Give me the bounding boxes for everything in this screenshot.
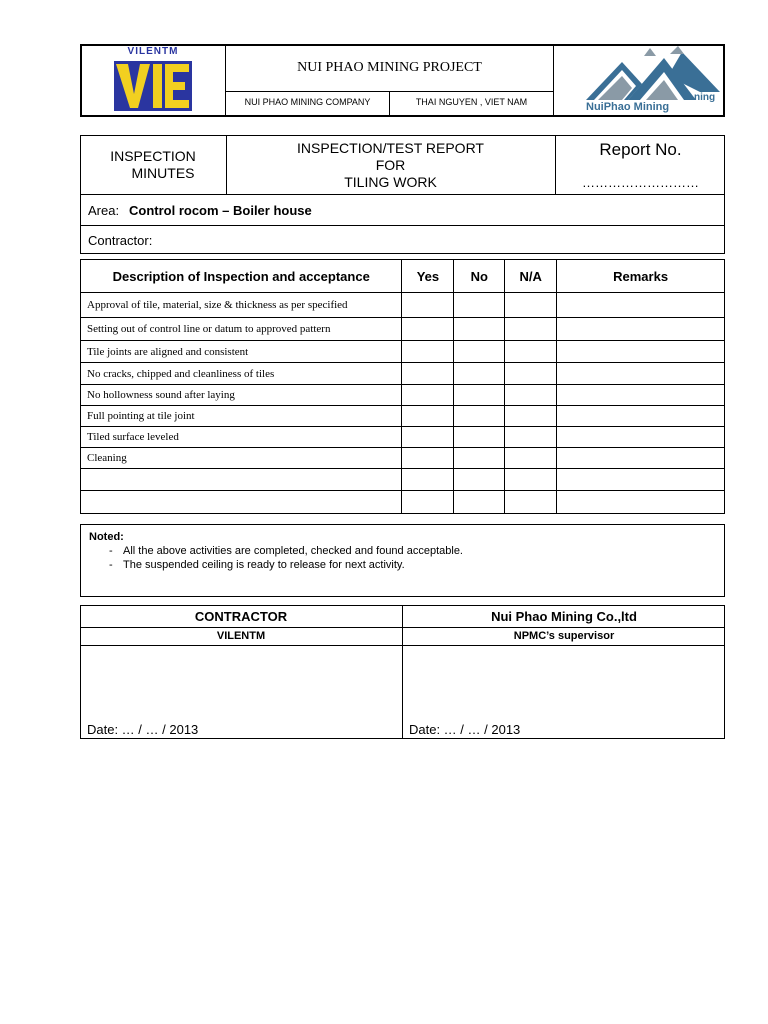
na-cell[interactable] (505, 406, 557, 427)
report-title-line3: TILING WORK (344, 174, 437, 190)
table-row (81, 318, 725, 341)
no-column-header: No (454, 260, 505, 293)
note-item: - The suspended ceiling is ready to release for next activity. (123, 558, 716, 572)
remarks-cell[interactable] (557, 341, 725, 363)
remarks-cell[interactable] (557, 406, 725, 427)
yes-cell[interactable] (402, 341, 454, 363)
na-cell[interactable] (505, 427, 557, 448)
no-cell[interactable] (454, 341, 505, 363)
na-cell[interactable] (505, 469, 557, 491)
checklist-item-description: No cracks, chipped and cleanliness of tiles (81, 363, 402, 385)
report-number-field[interactable]: ……………………… (582, 175, 699, 190)
client-date[interactable]: Date: … / … / 2013 (409, 722, 521, 737)
remarks-cell[interactable] (557, 363, 725, 385)
checklist-item-description[interactable] (81, 491, 402, 514)
table-row (81, 293, 725, 318)
yes-cell[interactable] (402, 318, 454, 341)
company-name: NUI PHAO MINING COMPANY (244, 97, 371, 107)
vilentm-logo (110, 46, 196, 114)
report-number-label: Report No. (599, 140, 682, 159)
table-row (81, 406, 725, 427)
yes-cell[interactable] (402, 363, 454, 385)
inspection-type-line1: INSPECTION (110, 148, 196, 164)
na-cell[interactable] (505, 293, 557, 318)
no-cell[interactable] (454, 427, 505, 448)
contractor-party-name: VILENTM (216, 630, 266, 642)
no-cell[interactable] (454, 469, 505, 491)
checklist-item-description: Tiled surface leveled (81, 427, 402, 448)
project-title: NUI PHAO MINING PROJECT (297, 60, 482, 75)
checklist-header-row (81, 260, 725, 293)
na-cell[interactable] (505, 318, 557, 341)
yes-cell[interactable] (402, 406, 454, 427)
no-cell[interactable] (454, 448, 505, 469)
yes-cell[interactable] (402, 293, 454, 318)
table-row (81, 341, 725, 363)
inspection-checklist-table (80, 259, 725, 514)
report-title-line2: FOR (375, 157, 406, 173)
checklist-item-description: Approval of tile, material, size & thickness as per specified (81, 293, 402, 318)
notes-list (89, 544, 716, 572)
notes-block (80, 524, 725, 597)
area-label: Area: (88, 203, 120, 218)
table-row (81, 491, 725, 514)
vie-logo-icon (110, 58, 196, 114)
checklist-item-description[interactable] (81, 469, 402, 491)
remarks-cell[interactable] (557, 491, 725, 514)
client-signature-heading: Nui Phao Mining Co.,ltd (491, 609, 637, 624)
inspection-type-line2: MINUTES (131, 165, 195, 181)
checklist-item-description: Tile joints are aligned and consistent (81, 341, 402, 363)
note-item: - All the above activities are completed, checked and found acceptable. (123, 544, 716, 558)
na-cell[interactable] (505, 363, 557, 385)
checklist-item-description: No hollowness sound after laying (81, 385, 402, 406)
na-cell[interactable] (505, 385, 557, 406)
na-cell[interactable] (505, 448, 557, 469)
table-row (81, 469, 725, 491)
remarks-column-header: Remarks (557, 260, 725, 293)
remarks-cell[interactable] (557, 427, 725, 448)
description-column-header: Description of Inspection and acceptance (81, 260, 402, 293)
client-party-name: NPMC’s supervisor (513, 630, 615, 642)
table-row (81, 427, 725, 448)
remarks-cell[interactable] (557, 469, 725, 491)
report-title-line1: INSPECTION/TEST REPORT (297, 140, 484, 156)
no-cell[interactable] (454, 363, 505, 385)
remarks-cell[interactable] (557, 385, 725, 406)
area-value: Control rocom – Boiler house (129, 203, 312, 218)
checklist-item-description: Cleaning (81, 448, 402, 469)
remarks-cell[interactable] (557, 318, 725, 341)
yes-cell[interactable] (402, 469, 454, 491)
contractor-label: Contractor: (88, 233, 153, 248)
nuiphao-logo (584, 46, 724, 114)
nuiphao-logo-small-text: ning (694, 92, 716, 103)
notes-label: Noted: (89, 531, 124, 543)
no-cell[interactable] (454, 293, 505, 318)
checklist-item-description: Setting out of control line or datum to approved pattern (81, 318, 402, 341)
nuiphao-logo-text: NuiPhao Mining (586, 101, 670, 113)
contractor-date[interactable]: Date: … / … / 2013 (87, 722, 199, 737)
project-location: THAI NGUYEN , VIET NAM (415, 97, 528, 107)
no-cell[interactable] (454, 318, 505, 341)
yes-cell[interactable] (402, 427, 454, 448)
contractor-signature-heading: CONTRACTOR (194, 609, 288, 624)
remarks-cell[interactable] (557, 448, 725, 469)
na-cell[interactable] (505, 491, 557, 514)
table-row (81, 385, 725, 406)
table-row (81, 448, 725, 469)
no-cell[interactable] (454, 385, 505, 406)
yes-cell[interactable] (402, 448, 454, 469)
yes-cell[interactable] (402, 491, 454, 514)
yes-cell[interactable] (402, 385, 454, 406)
yes-column-header: Yes (402, 260, 454, 293)
no-cell[interactable] (454, 491, 505, 514)
na-column-header: N/A (505, 260, 557, 293)
table-row (81, 363, 725, 385)
remarks-cell[interactable] (557, 293, 725, 318)
vilentm-logo-caption: VILENTM (127, 46, 179, 57)
client-signature-area[interactable] (403, 646, 724, 716)
no-cell[interactable] (454, 406, 505, 427)
na-cell[interactable] (505, 341, 557, 363)
contractor-signature-area[interactable] (81, 646, 401, 716)
checklist-item-description: Full pointing at tile joint (81, 406, 402, 427)
